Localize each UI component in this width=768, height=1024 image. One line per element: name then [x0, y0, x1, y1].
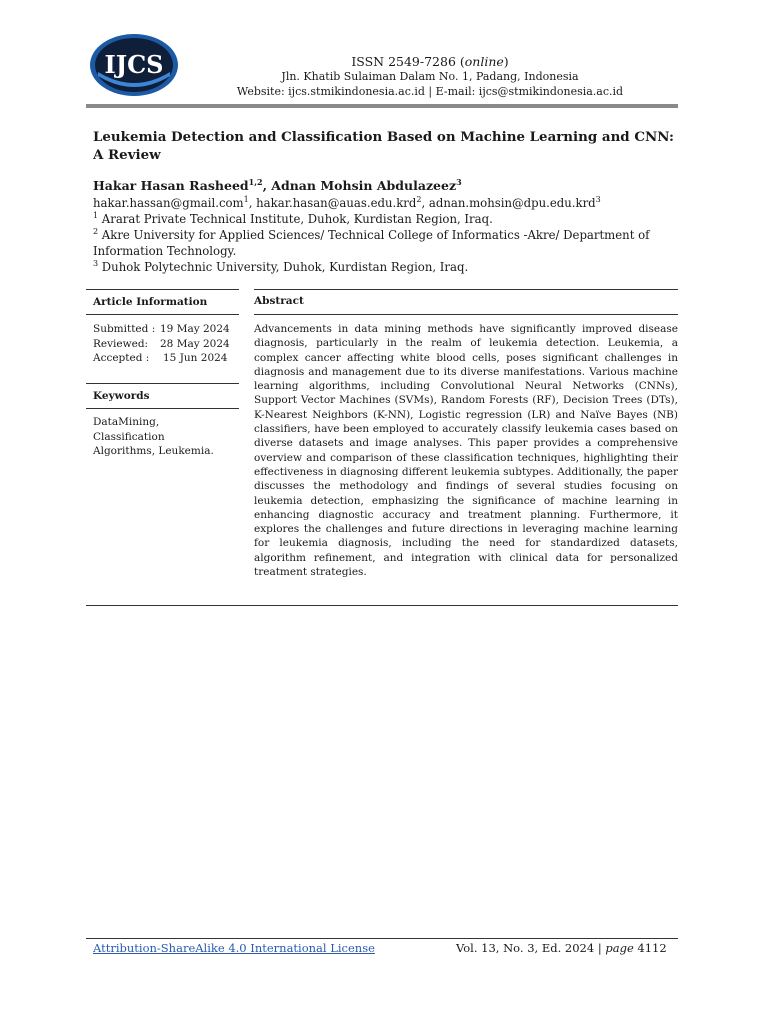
- abstract-text: Advancements in data mining methods have significantly improved disease diagnosis, particularly in the realm of leukemia detection. Leukemia, a complex cancer affecting white blood cells, poses significant challenges in diagnosis and management due to its diverse manifestations. Various machine learning algorithms, including Convolutional Neural Networks (CNNs), Support Vector Machines (SVMs), Random Forests (RF), Decision Trees (DTs), K-Nearest Neighbors (K-NN), Logistic regression (LR) and Naïve Bayes (NB) classifiers, have been employed to accurately classify leukemia cases based on diverse datasets and image analyses. This paper provides a comprehensive overview and comparison of these classification techniques, highlighting their effectiveness in diagnosing different leukemia subtypes. Additionally, the paper discusses the methodology and findings of several studies focusing on leukemia detection, emphasizing the significance of machine learning in enhancing diagnostic accuracy and treatment planning. Furthermore, it explores the challenges and future directions in leveraging machine learning for leukemia diagnosis, including the need for standardized datasets, algorithm refinement, and integration with clinical data for personalized treatment strategies.: [254, 323, 678, 579]
- affiliation-3: $^3$ Duhok Polytechnic University, Duhok, Kurdistan Region, Iraq.: [93, 259, 469, 274]
- license-link[interactable]: Attribution-ShareAlike 4.0 International License: [93, 941, 375, 955]
- volume-page-info: Vol. 13, No. 3, Ed. 2024 | page 4112: [456, 941, 667, 955]
- abstract-top-rule: [254, 289, 678, 290]
- keywords-list: DataMining, Classification Algorithms, Leukemia.: [93, 416, 214, 457]
- article-info-heading: Article Information: [93, 296, 208, 308]
- abstract-head-rule: [254, 314, 678, 315]
- info-bottom-rule: [86, 605, 678, 606]
- article-dates: Submitted : 19 May 2024 Reviewed: 28 May 2024 Accepted : 15 Jun 2024: [93, 323, 230, 364]
- author-list: Hakar Hasan Rasheed$^{1,2}$, Adnan Mohsin Abdulazeez$^3$: [93, 176, 462, 193]
- footer-rule: [86, 938, 678, 939]
- affiliation-2: $^2$ Akre University for Applied Sciences/ Technical College of Informatics -Akre/ Department of Information Technology.: [93, 227, 650, 258]
- author-emails: hakar.hassan@gmail.com$^1$, hakar.hasan@auas.edu.krd$^2$, adnan.mohsin@dpu.edu.krd$^3$: [93, 195, 601, 210]
- keywords-head-rule: [86, 408, 239, 409]
- journal-logo: [88, 32, 180, 98]
- info-head-rule: [86, 314, 239, 315]
- logo-text: IJCS: [104, 50, 164, 79]
- header-divider: [86, 104, 678, 108]
- keywords-heading: Keywords: [93, 390, 150, 402]
- journal-address: Jln. Khatib Sulaiman Dalam No. 1, Padang, Indonesia: [281, 70, 579, 83]
- abstract-heading: Abstract: [254, 295, 304, 307]
- keywords-top-rule: [86, 383, 239, 384]
- info-top-rule: [86, 289, 239, 290]
- journal-website: Website: ijcs.stmikindonesia.ac.id | E-mail: ijcs@stmikindonesia.ac.id: [236, 85, 624, 98]
- journal-header: [230, 54, 630, 99]
- issn-line: ISSN 2549-7286 (online): [351, 54, 509, 69]
- affiliation-1: $^1$ Ararat Private Technical Institute, Duhok, Kurdistan Region, Iraq.: [93, 211, 493, 226]
- paper-title: Leukemia Detection and Classification Based on Machine Learning and CNN: A Review: [93, 129, 674, 163]
